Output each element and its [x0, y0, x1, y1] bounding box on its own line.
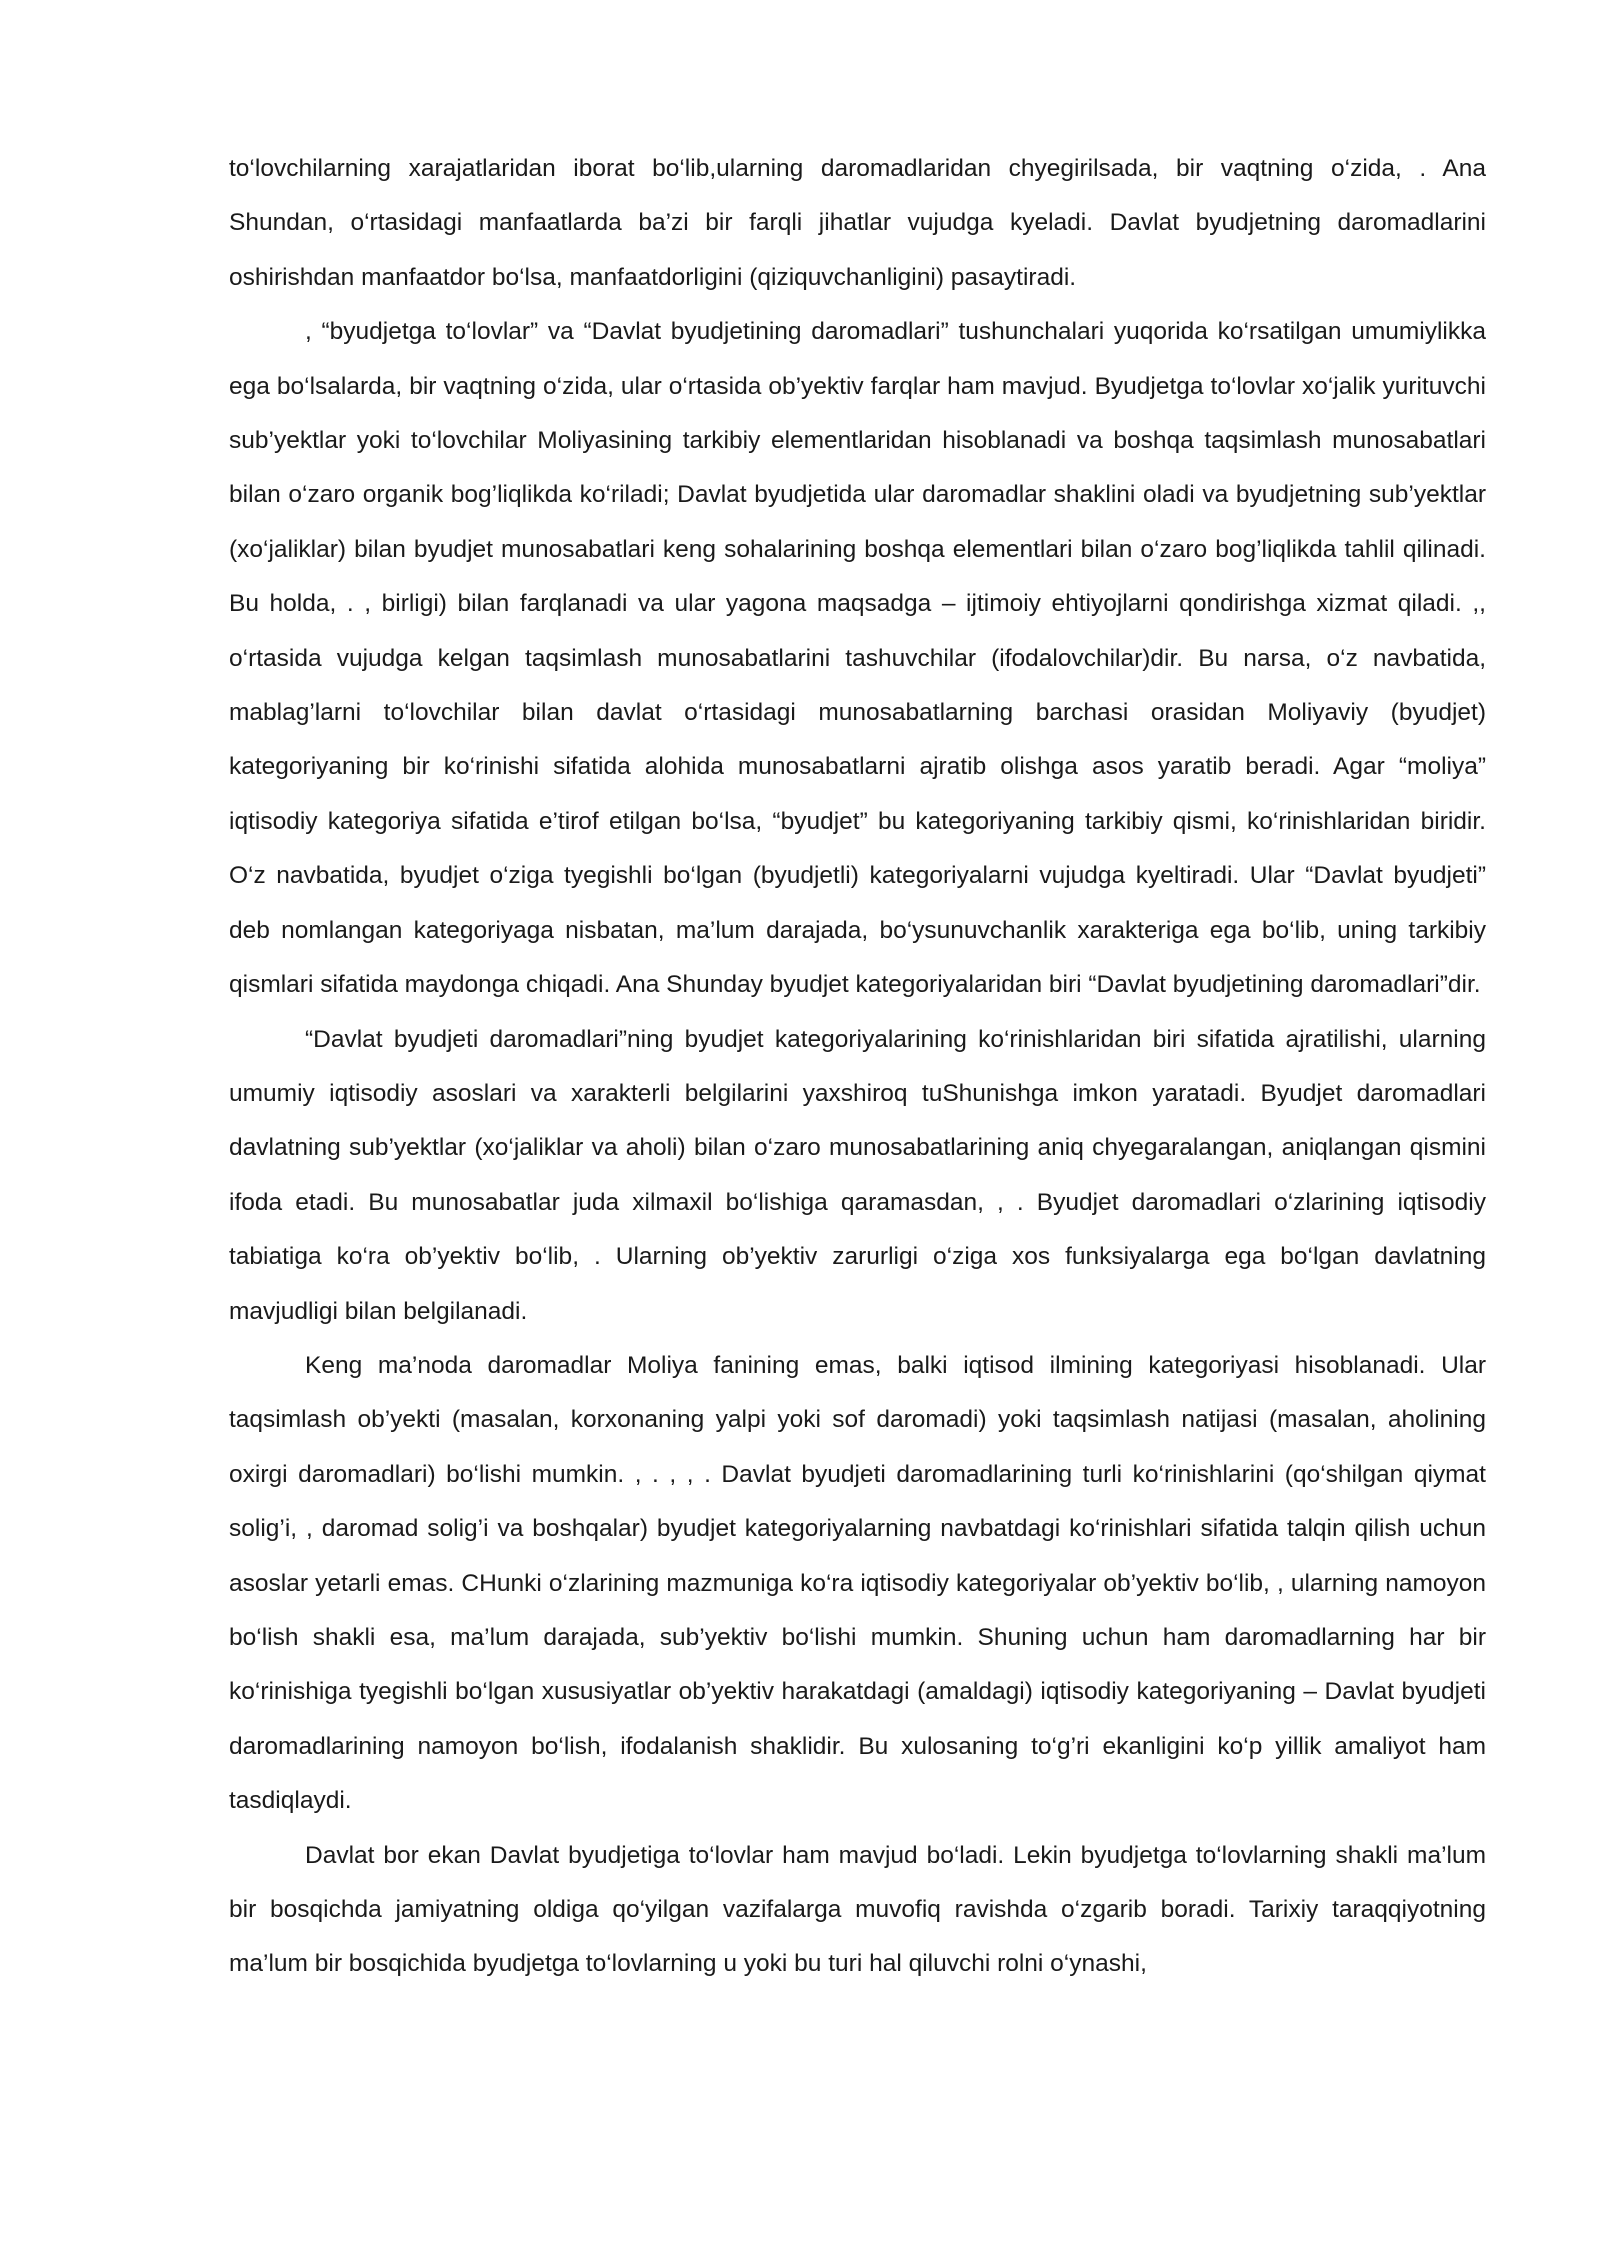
document-page [229, 142, 1486, 1992]
paragraph: “Davlat byudjeti daromadlari”ning byudjet kategoriyalarining ko‘rinishlaridan biri sifatida ajratilishi, ularning umumiy iqtisodiy asoslari va xarakterli belgilarini yaxshiroq tuShunishga imkon yaratadi. Byudjet daromadlari davlatning sub’yektlar (xo‘jaliklar va aholi) bilan o‘zaro munosabatlarining aniq chyegaralangan, aniqlangan qismini ifoda etadi. Bu munosabatlar juda xilmaxil bo‘lishiga qaramasdan, , . Byudjet daromadlari o‘zlarining iqtisodiy tabiatiga ko‘ra ob’yektiv bo‘lib, . Ularning ob’yektiv zarurligi o‘ziga xos funksiyalarga ega bo‘lgan davlatning mavjudligi bilan belgilanadi. [229, 1025, 1486, 1325]
paragraph: to‘lovchilarning xarajatlaridan iborat bo‘lib,ularning daromadlaridan chyegirilsada, bir vaqtning o‘zida, . Ana Shundan, o‘rtasidagi manfaatlarda ba’zi bir farqli jihatlar vujudga kyeladi. Davlat byudjetning daromadlarini oshirishdan manfaatdor bo‘lsa, manfaatdorligini (qiziquvchanligini) pasaytiradi. [229, 155, 1486, 291]
paragraph: Keng ma’noda daromadlar Moliya fanining emas, balki iqtisod ilmining kategoriyasi hisoblanadi. Ular taqsimlash ob’yekti (masalan, korxonaning yalpi yoki sof daromadi) yoki taqsimlash natijasi (masalan, aholining oxirgi daromadlari) bo‘lishi mumkin. , . , , . Davlat byudjeti daromadlarining turli ko‘rinishlarini (qo‘shilgan qiymat solig’i, , daromad solig’i va boshqalar) byudjet kategoriyalarning navbatdagi ko‘rinishlari sifatida talqin qilish uchun asoslar yetarli emas. CHunki o‘zlarining mazmuniga ko‘ra iqtisodiy kategoriyalar ob’yektiv bo‘lib, , ularning namoyon bo‘lish shakli esa, ma’lum darajada, sub’yektiv bo‘lishi mumkin. Shuning uchun ham daromadlarning har bir ko‘rinishiga tyegishli bo‘lgan xususiyatlar ob’yektiv harakatdagi (amaldagi) iqtisodiy kategoriyaning – Davlat byudjeti daromadlarining namoyon bo‘lish, ifodalanish shaklidir. Bu xulosaning to‘g’ri ekanligini ko‘p yillik amaliyot ham tasdiqlaydi. [229, 1351, 1486, 1815]
paragraph: , “byudjetga to‘lovlar” va “Davlat byudjetining daromadlari” tushunchalari yuqorida ko‘rsatilgan umumiylikka ega bo‘lsalarda, bir vaqtning o‘zida, ular o‘rtasida ob’yektiv farqlar ham mavjud. Byudjetga to‘lovlar xo‘jalik yurituvchi sub’yektlar yoki to‘lovchilar Moliyasining tarkibiy elementlaridan hisoblanadi va boshqa taqsimlash munosabatlari bilan o‘zaro organik bog’liqlikda ko‘riladi; Davlat byudjetida ular daromadlar shaklini oladi va byudjetning sub’yektlar (xo‘jaliklar) bilan byudjet munosabatlari keng sohalarining boshqa elementlari bilan o‘zaro bog’liqlikda tahlil qilinadi. Bu holda, . , birligi) bilan farqlanadi va ular yagona maqsadga – ijtimoiy ehtiyojlarni qondirishga xizmat qiladi. ,, o‘rtasida vujudga kelgan taqsimlash munosabatlarini tashuvchilar (ifodalovchilar)dir. Bu narsa, o‘z navbatida, mablag’larni to‘lovchilar bilan davlat o‘rtasidagi munosabatlarning barchasi orasidan Moliyaviy (byudjet) kategoriyaning bir ko‘rinishi sifatida alohida munosabatlarni ajratib olishga asos yaratib beradi. Agar “moliya” iqtisodiy kategoriya sifatida e’tirof etilgan bo‘lsa, “byudjet” bu kategoriyaning tarkibiy qismi, ko‘rinishlaridan biridir. O‘z navbatida, byudjet o‘ziga tyegishli bo‘lgan (byudjetli) kategoriyalarni vujudga kyeltiradi. Ular “Davlat byudjeti” deb nomlangan kategoriyaga nisbatan, ma’lum darajada, bo‘ysunuvchanlik xarakteriga ega bo‘lib, uning tarkibiy qismlari sifatida maydonga chiqadi. Ana Shunday byudjet kategoriyalaridan biri “Davlat byudjetining daromadlari”dir. [229, 318, 1486, 999]
paragraph: Davlat bor ekan Davlat byudjetiga to‘lovlar ham mavjud bo‘ladi. Lekin byudjetga to‘lovlarning shakli ma’lum bir bosqichda jamiyatning oldiga qo‘yilgan vazifalarga muvofiq ravishda o‘zgarib boradi. Tarixiy taraqqiyotning ma’lum bir bosqichida byudjetga to‘lovlarning u yoki bu turi hal qiluvchi rolni o‘ynashi, [229, 1841, 1486, 1978]
